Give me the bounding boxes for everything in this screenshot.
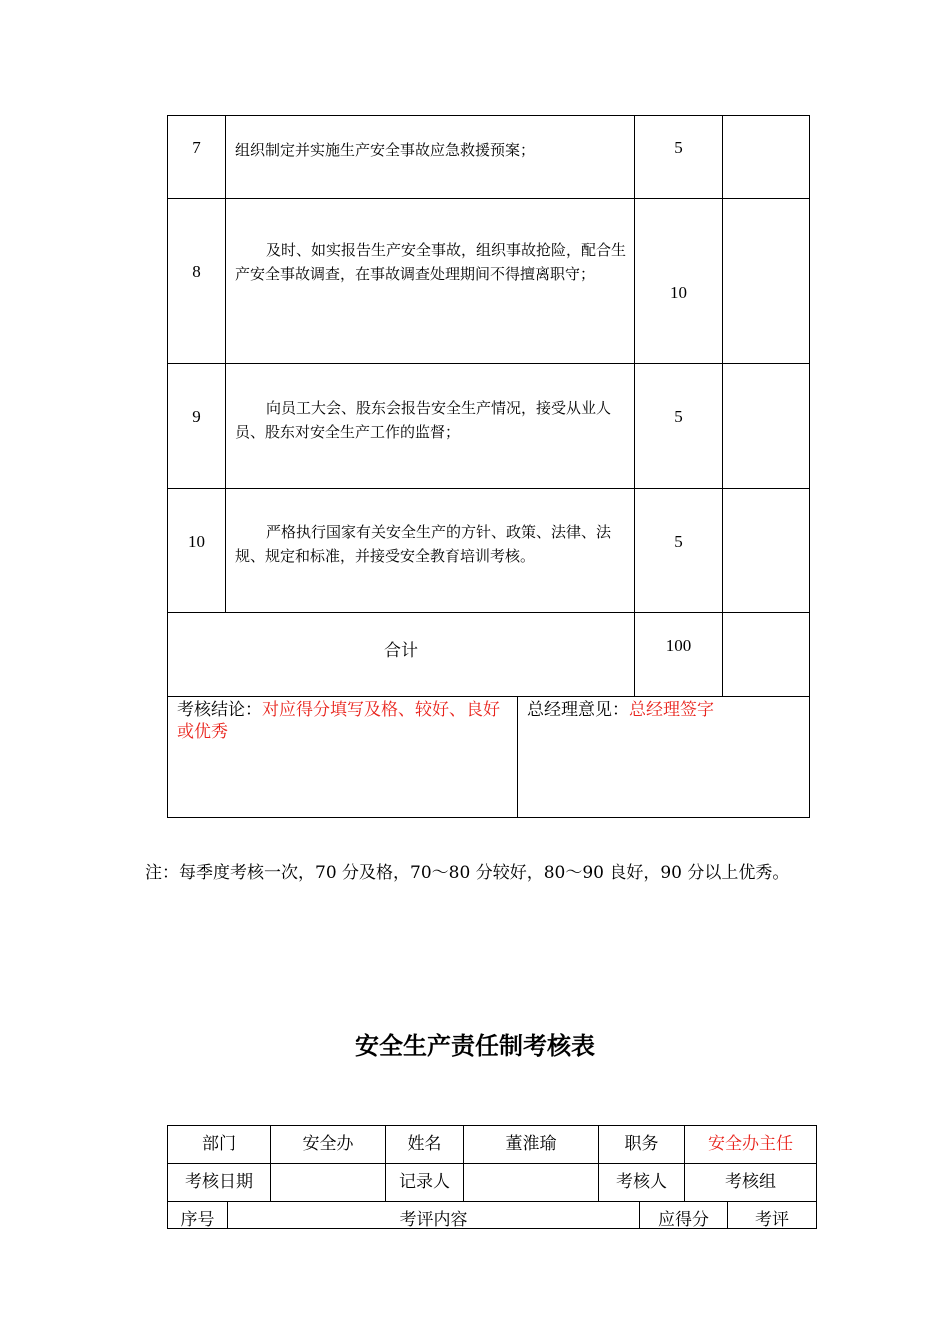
table-border: [167, 612, 810, 613]
post-label: 职务: [624, 1134, 659, 1154]
table-border: [634, 115, 635, 697]
header-score: 应得分: [658, 1210, 709, 1230]
table-border: [722, 115, 723, 697]
table-border: [167, 1201, 817, 1202]
total-score: 100: [665, 636, 692, 655]
row-content: 及时、如实报告生产安全事故，组织事故抢险，配合生产安全事故调查，在事故调查处理期间不得擅离职守；: [235, 241, 627, 283]
date-label: 考核日期: [185, 1172, 253, 1192]
page-title: 安全生产责任制考核表: [355, 1031, 595, 1060]
post-value: 安全办主任: [708, 1134, 793, 1154]
table-border: [517, 696, 518, 818]
header-seq: 序号: [180, 1210, 215, 1230]
manager-opinion-label: 总经理意见：: [527, 700, 629, 720]
table-border: [167, 363, 810, 364]
row-seq: 9: [192, 407, 201, 426]
grading-note: 注：每季度考核一次，70 分及格，70～80 分较好，80～90 良好，90 分以上优秀。: [145, 863, 790, 883]
row-score: 5: [674, 407, 683, 426]
row-score: 5: [674, 138, 683, 157]
dept-label: 部门: [202, 1134, 236, 1154]
row-seq: 7: [192, 138, 201, 157]
row-seq: 8: [192, 262, 201, 281]
table-border: [167, 198, 810, 199]
manager-signature-hint: 总经理签字: [629, 700, 714, 720]
assessor-label: 考核人: [616, 1172, 667, 1192]
assessor-value: 考核组: [725, 1172, 776, 1192]
row-score: 5: [674, 532, 683, 551]
table-border: [167, 115, 168, 818]
name-label: 姓名: [407, 1134, 442, 1154]
table-border: [809, 115, 810, 818]
table-border: [167, 1125, 817, 1126]
conclusion-cell: [177, 699, 511, 743]
conclusion-hint: 对应得分填写及格、较好、良好或优秀: [177, 700, 500, 742]
name-value: 董淮瑜: [505, 1134, 557, 1154]
total-label: 合计: [384, 641, 418, 661]
table-border: [225, 115, 226, 613]
row-content: 严格执行国家有关安全生产的方针、政策、法律、法规、规定和标准，并接受安全教育培训考核。: [235, 523, 612, 565]
table-border: [167, 1163, 817, 1164]
header-content: 考评内容: [399, 1210, 468, 1230]
row-score: 10: [670, 283, 687, 302]
row-content: 组织制定并实施生产安全事故应急救援预案；: [235, 141, 536, 159]
manager-opinion-cell: [527, 699, 805, 721]
conclusion-label: 考核结论：: [177, 700, 262, 720]
row-content: 向员工大会、股东会报告安全生产情况，接受从业人员、股东对安全生产工作的监督；: [235, 399, 612, 441]
table-border: [167, 488, 810, 489]
recorder-label: 记录人: [399, 1172, 450, 1192]
header-eval: 考评: [755, 1210, 789, 1230]
table-border: [816, 1125, 817, 1229]
row-seq: 10: [188, 532, 205, 551]
table-border: [167, 696, 810, 697]
table-border: [167, 817, 810, 818]
table-border: [167, 115, 810, 116]
dept-value: 安全办: [302, 1134, 354, 1154]
